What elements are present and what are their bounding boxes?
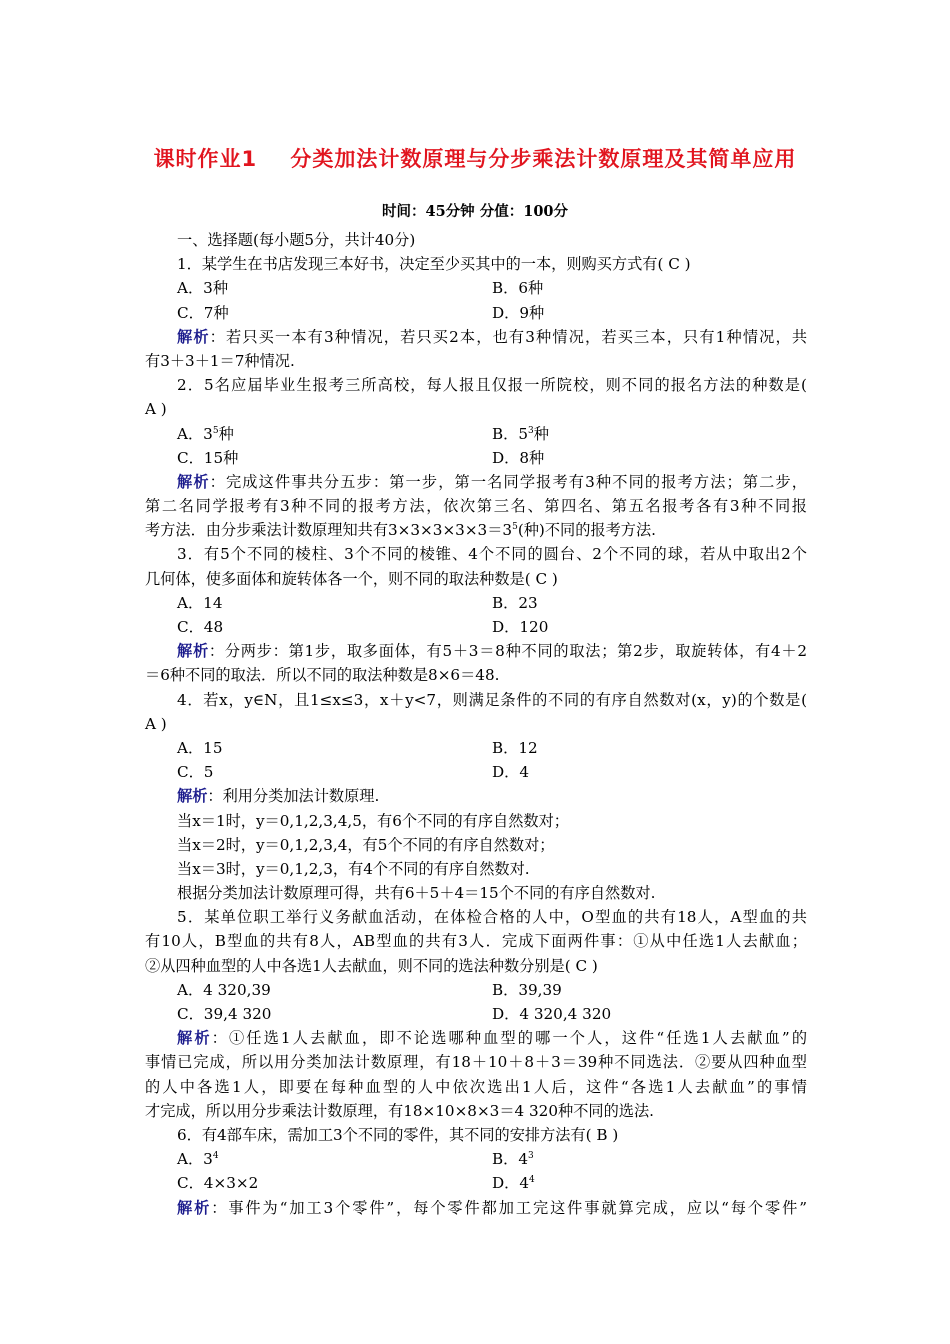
question-4-solution-cont: 根据分类加法计数原理可得，共有6＋5＋4＝15个不同的有序自然数对. — [177, 884, 656, 903]
solution-label: 解析 — [177, 1029, 212, 1048]
option-a: A．4 320,39 — [177, 980, 271, 999]
question-4-solution-cont: 当x＝2时，y＝0,1,2,3,4，有5个不同的有序自然数对； — [177, 835, 555, 854]
question-2-solution: 解析：完成这件事共分五步：第一步，第一名同学报考有3种不同的报考方法；第二步， — [177, 472, 807, 491]
question-2-solution-cont: 第二名同学报考有3种不同的报考方法，依次第三名、第四名、第五名报考各有3种不同报 — [145, 497, 807, 516]
question-4-solution: 解析：利用分类加法计数原理. — [177, 787, 380, 806]
option-c: C．15种 — [177, 448, 239, 467]
option-d: D．$4^4$ — [492, 1174, 535, 1193]
option-b: B．6种 — [492, 279, 544, 298]
question-5-stem: 5．某单位职工举行义务献血活动，在体检合格的人中，O型血的共有18人，A型血的共 — [177, 908, 807, 927]
question-list — [145, 228, 807, 1220]
solution-label: 解析 — [177, 642, 209, 661]
question-1-solution-cont: 有3＋3＋1＝7种情况. — [145, 351, 295, 370]
option-d: D．4 320,4 320 — [492, 1005, 612, 1023]
question-5-options — [145, 1002, 807, 1026]
question-2-stem: 2．5名应届毕业生报考三所高校，每人报且仅报一所院校，则不同的报名方法的种数是( — [177, 376, 807, 395]
question-5-stem-cont: 有10人，B型血的共有8人，AB型血的共有3人．完成下面两件事：①从中任选1人去献血； — [145, 932, 807, 951]
solution-label: 解析 — [177, 1198, 212, 1217]
option-d: D．4 — [492, 763, 530, 782]
page-title: 课时作业1 分类加法计数原理与分步乘法计数原理及其简单应用 — [153, 147, 797, 171]
question-5-solution-cont: 的人中各选1人，即要在每种血型的人中依次选出1人后，这件“各选1人去献血”的事情 — [145, 1077, 807, 1096]
section-heading: 一、选择题(每小题5分，共计40分) — [177, 231, 416, 249]
question-2-options — [145, 446, 807, 470]
option-b: B．39,39 — [492, 980, 562, 999]
question-5-solution-cont: 事情已完成，所以用分类加法计数原理，有18＋10＋8＋3＝39种不同选法．②要从四种血型 — [145, 1053, 807, 1072]
time-score-info: 时间：45分钟 分值：100分 — [382, 203, 568, 220]
option-a: A．3种 — [177, 279, 229, 298]
option-c: C．7种 — [177, 303, 229, 322]
question-3-solution-cont: ＝6种不同的取法．所以不同的取法种数是8×6＝48. — [145, 666, 500, 685]
option-b: B．$4^3$ — [492, 1150, 534, 1169]
option-c: C．4×3×2 — [177, 1174, 259, 1193]
solution-label: 解析 — [177, 327, 210, 346]
question-5-stem-cont: ②从四种血型的人中各选1人去献血，则不同的选法种数分别是( C ) — [145, 956, 598, 975]
question-4-options — [145, 760, 807, 784]
solution-label: 解析 — [177, 787, 208, 806]
option-c: C．39,4 320 — [177, 1005, 272, 1023]
option-b: B．23 — [492, 593, 538, 612]
question-3-stem: 3．有5个不同的棱柱、3个不同的棱锥、4个不同的圆台、2个不同的球，若从中取出2个 — [177, 545, 807, 564]
question-1-options — [145, 276, 807, 300]
option-a: A．15 — [177, 738, 223, 757]
option-b: B．12 — [492, 738, 538, 757]
option-d: D．120 — [492, 618, 549, 636]
question-3-stem-cont: 几何体，使多面体和旋转体各一个，则不同的取法种数是( C ) — [145, 569, 558, 588]
question-5-options — [145, 978, 807, 1002]
option-b: B．$5^3$种 — [492, 424, 549, 443]
question-5-solution-cont: 才完成，所以用分步乘法计数原理，有18×10×8×3＝4 320种不同的选法. — [145, 1101, 654, 1120]
question-2-options — [145, 422, 807, 446]
option-a: A．14 — [177, 593, 223, 612]
question-4-answer: A ) — [145, 714, 167, 733]
option-a: A．$3^5$种 — [177, 424, 234, 443]
question-1-stem: 1．某学生在书店发现三本好书，决定至少买其中的一本，则购买方式有( C ) — [177, 255, 691, 274]
question-2-solution-cont: 考方法．由分步乘法计数原理知共有$3\times 3\times 3\times 3\times 3=3^5$(种)不同的报考方法. — [145, 521, 656, 540]
option-c: C．5 — [177, 763, 214, 782]
question-4-options — [145, 736, 807, 760]
option-d: D．9种 — [492, 303, 545, 322]
solution-label: 解析 — [177, 472, 210, 491]
question-3-options — [145, 591, 807, 615]
question-6-solution: 解析：事件为“加工3个零件”，每个零件都加工完这件事就算完成，应以“每个零件” — [177, 1198, 807, 1217]
question-5-solution: 解析：①任选1人去献血，即不论选哪种血型的哪一个人，这件“任选1人去献血”的 — [177, 1029, 808, 1048]
question-3-solution: 解析：分两步：第1步，取多面体，有5＋3＝8种不同的取法；第2步，取旋转体，有4＋2 — [177, 642, 808, 661]
question-4-solution-cont: 当x＝1时，y＝0,1,2,3,4,5，有6个不同的有序自然数对； — [177, 811, 569, 830]
option-a: A．$3^4$ — [177, 1150, 219, 1169]
question-1-options — [145, 301, 807, 325]
option-c: C．48 — [177, 618, 224, 636]
question-1-solution: 解析：若只买一本有3种情况，若只买2本，也有3种情况，若买三本，只有1种情况，共 — [177, 327, 808, 346]
question-3-options — [145, 615, 807, 639]
question-6-options — [145, 1147, 807, 1171]
question-6-options — [145, 1171, 807, 1195]
question-2-answer: A ) — [145, 400, 167, 419]
option-d: D．8种 — [492, 448, 545, 467]
question-4-solution-cont: 当x＝3时，y＝0,1,2,3，有4个不同的有序自然数对. — [177, 859, 530, 878]
question-4-stem: 4．若x，y∈N，且1≤x≤3，x＋y<7，则满足条件的不同的有序自然数对(x，y)的个数是( — [177, 690, 807, 709]
question-6-stem: 6．有4部车床，需加工3个不同的零件，其不同的安排方法有( B ) — [177, 1125, 619, 1144]
